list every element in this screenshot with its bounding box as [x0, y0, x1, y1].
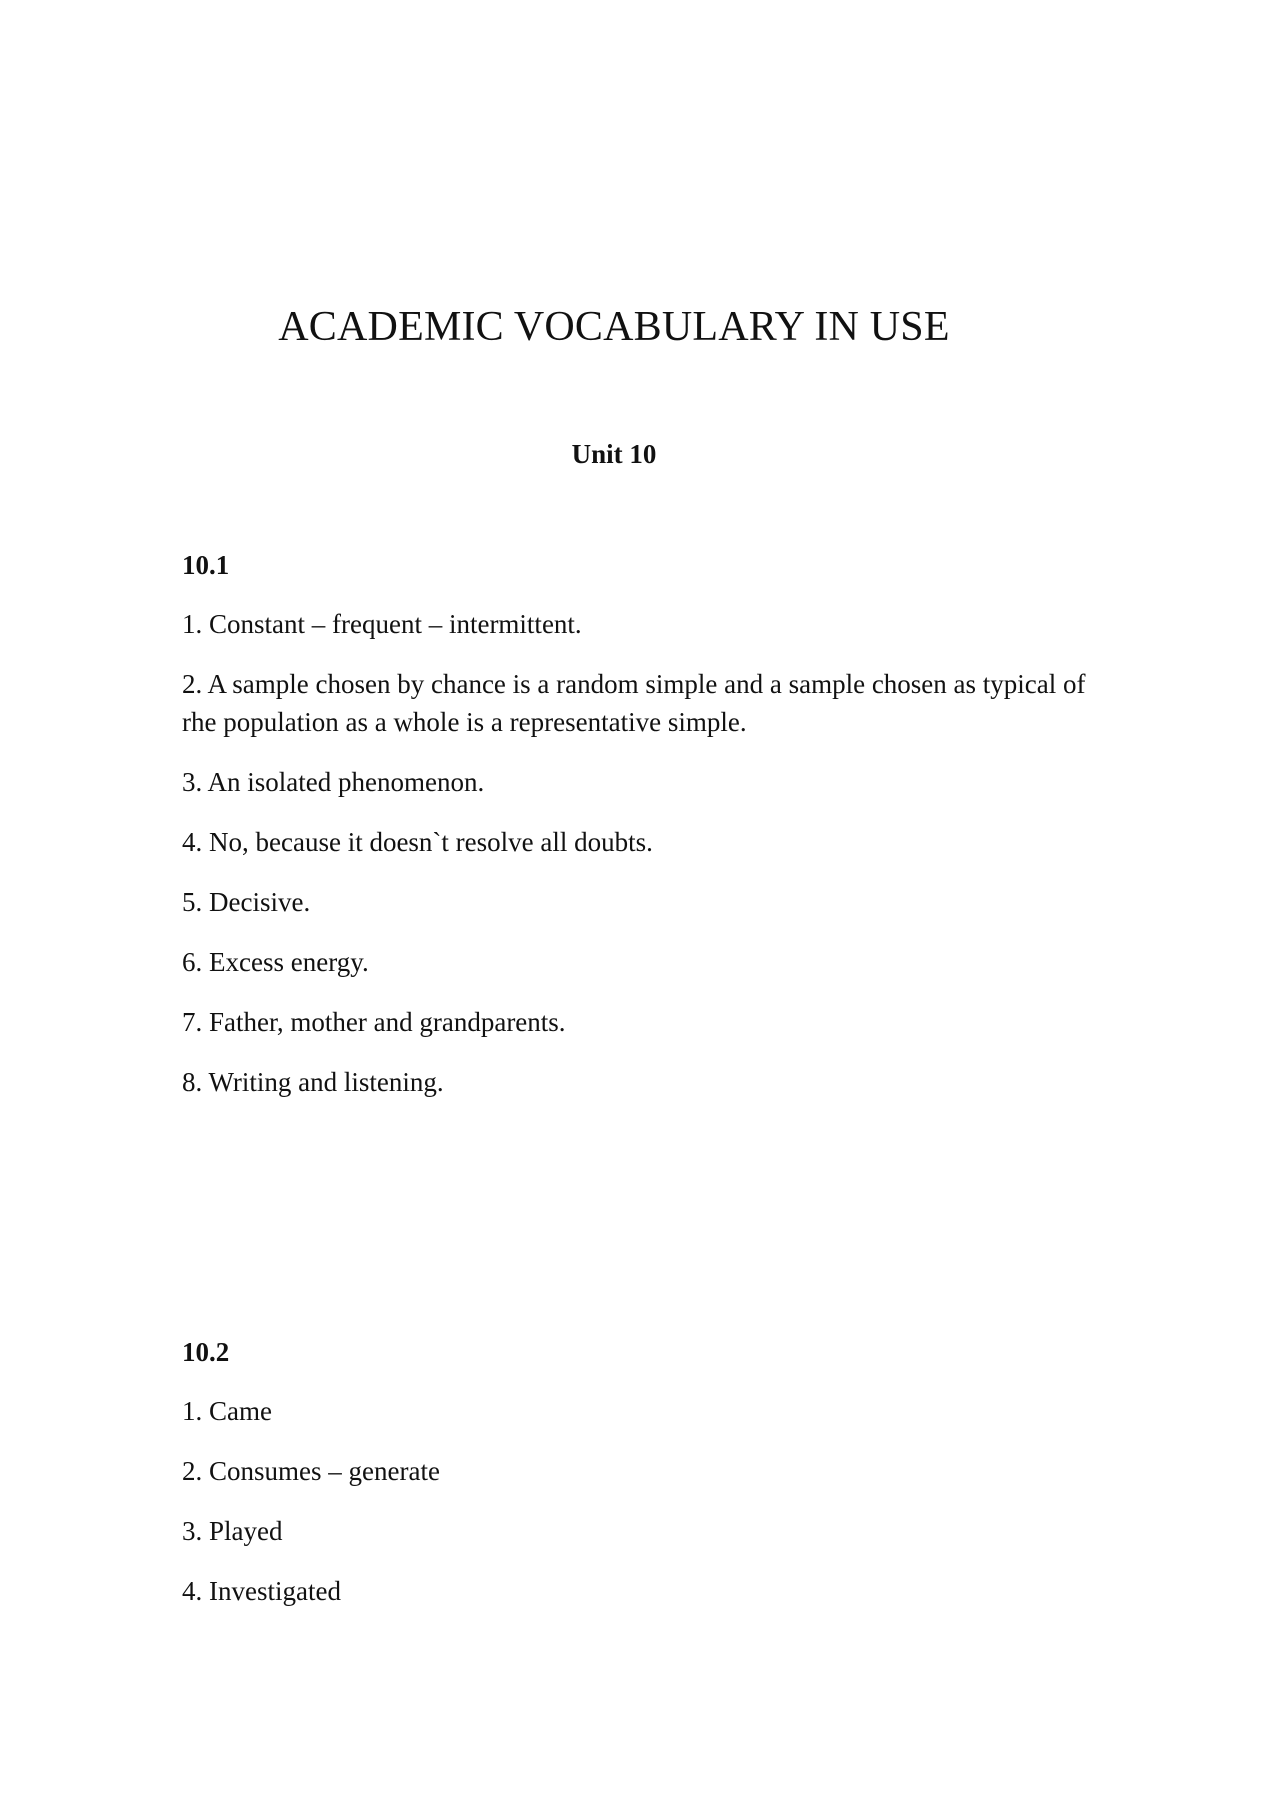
- answer-item: 1. Constant – frequent – intermittent.: [182, 609, 582, 639]
- answer-item: 3. An isolated phenomenon.: [182, 767, 485, 797]
- answer-list-10-2: [182, 1392, 1102, 1632]
- answer-item: 8. Writing and listening.: [182, 1067, 444, 1097]
- answer-item: 2. A sample chosen by chance is a random simple and a sample chosen as typical of rhe population as a whole is a representative simple.: [182, 669, 1086, 737]
- answer-item: 4. Investigated: [182, 1576, 341, 1606]
- answer-item: 1. Came: [182, 1396, 272, 1426]
- section-heading-10-2: 10.2: [182, 1337, 230, 1367]
- answer-item: 6. Excess energy.: [182, 947, 369, 977]
- answer-item: 3. Played: [182, 1516, 283, 1546]
- answer-item: 5. Decisive.: [182, 887, 311, 917]
- answer-item: 2. Consumes – generate: [182, 1456, 440, 1486]
- document-title: ACADEMIC VOCABULARY IN USE: [278, 304, 950, 350]
- section-heading-10-1: 10.1: [182, 550, 230, 580]
- answer-list-10-1: [182, 605, 1102, 1123]
- unit-title: Unit 10: [571, 439, 657, 469]
- answer-item: 4. No, because it doesn`t resolve all doubts.: [182, 827, 653, 857]
- answer-item: 7. Father, mother and grandparents.: [182, 1007, 566, 1037]
